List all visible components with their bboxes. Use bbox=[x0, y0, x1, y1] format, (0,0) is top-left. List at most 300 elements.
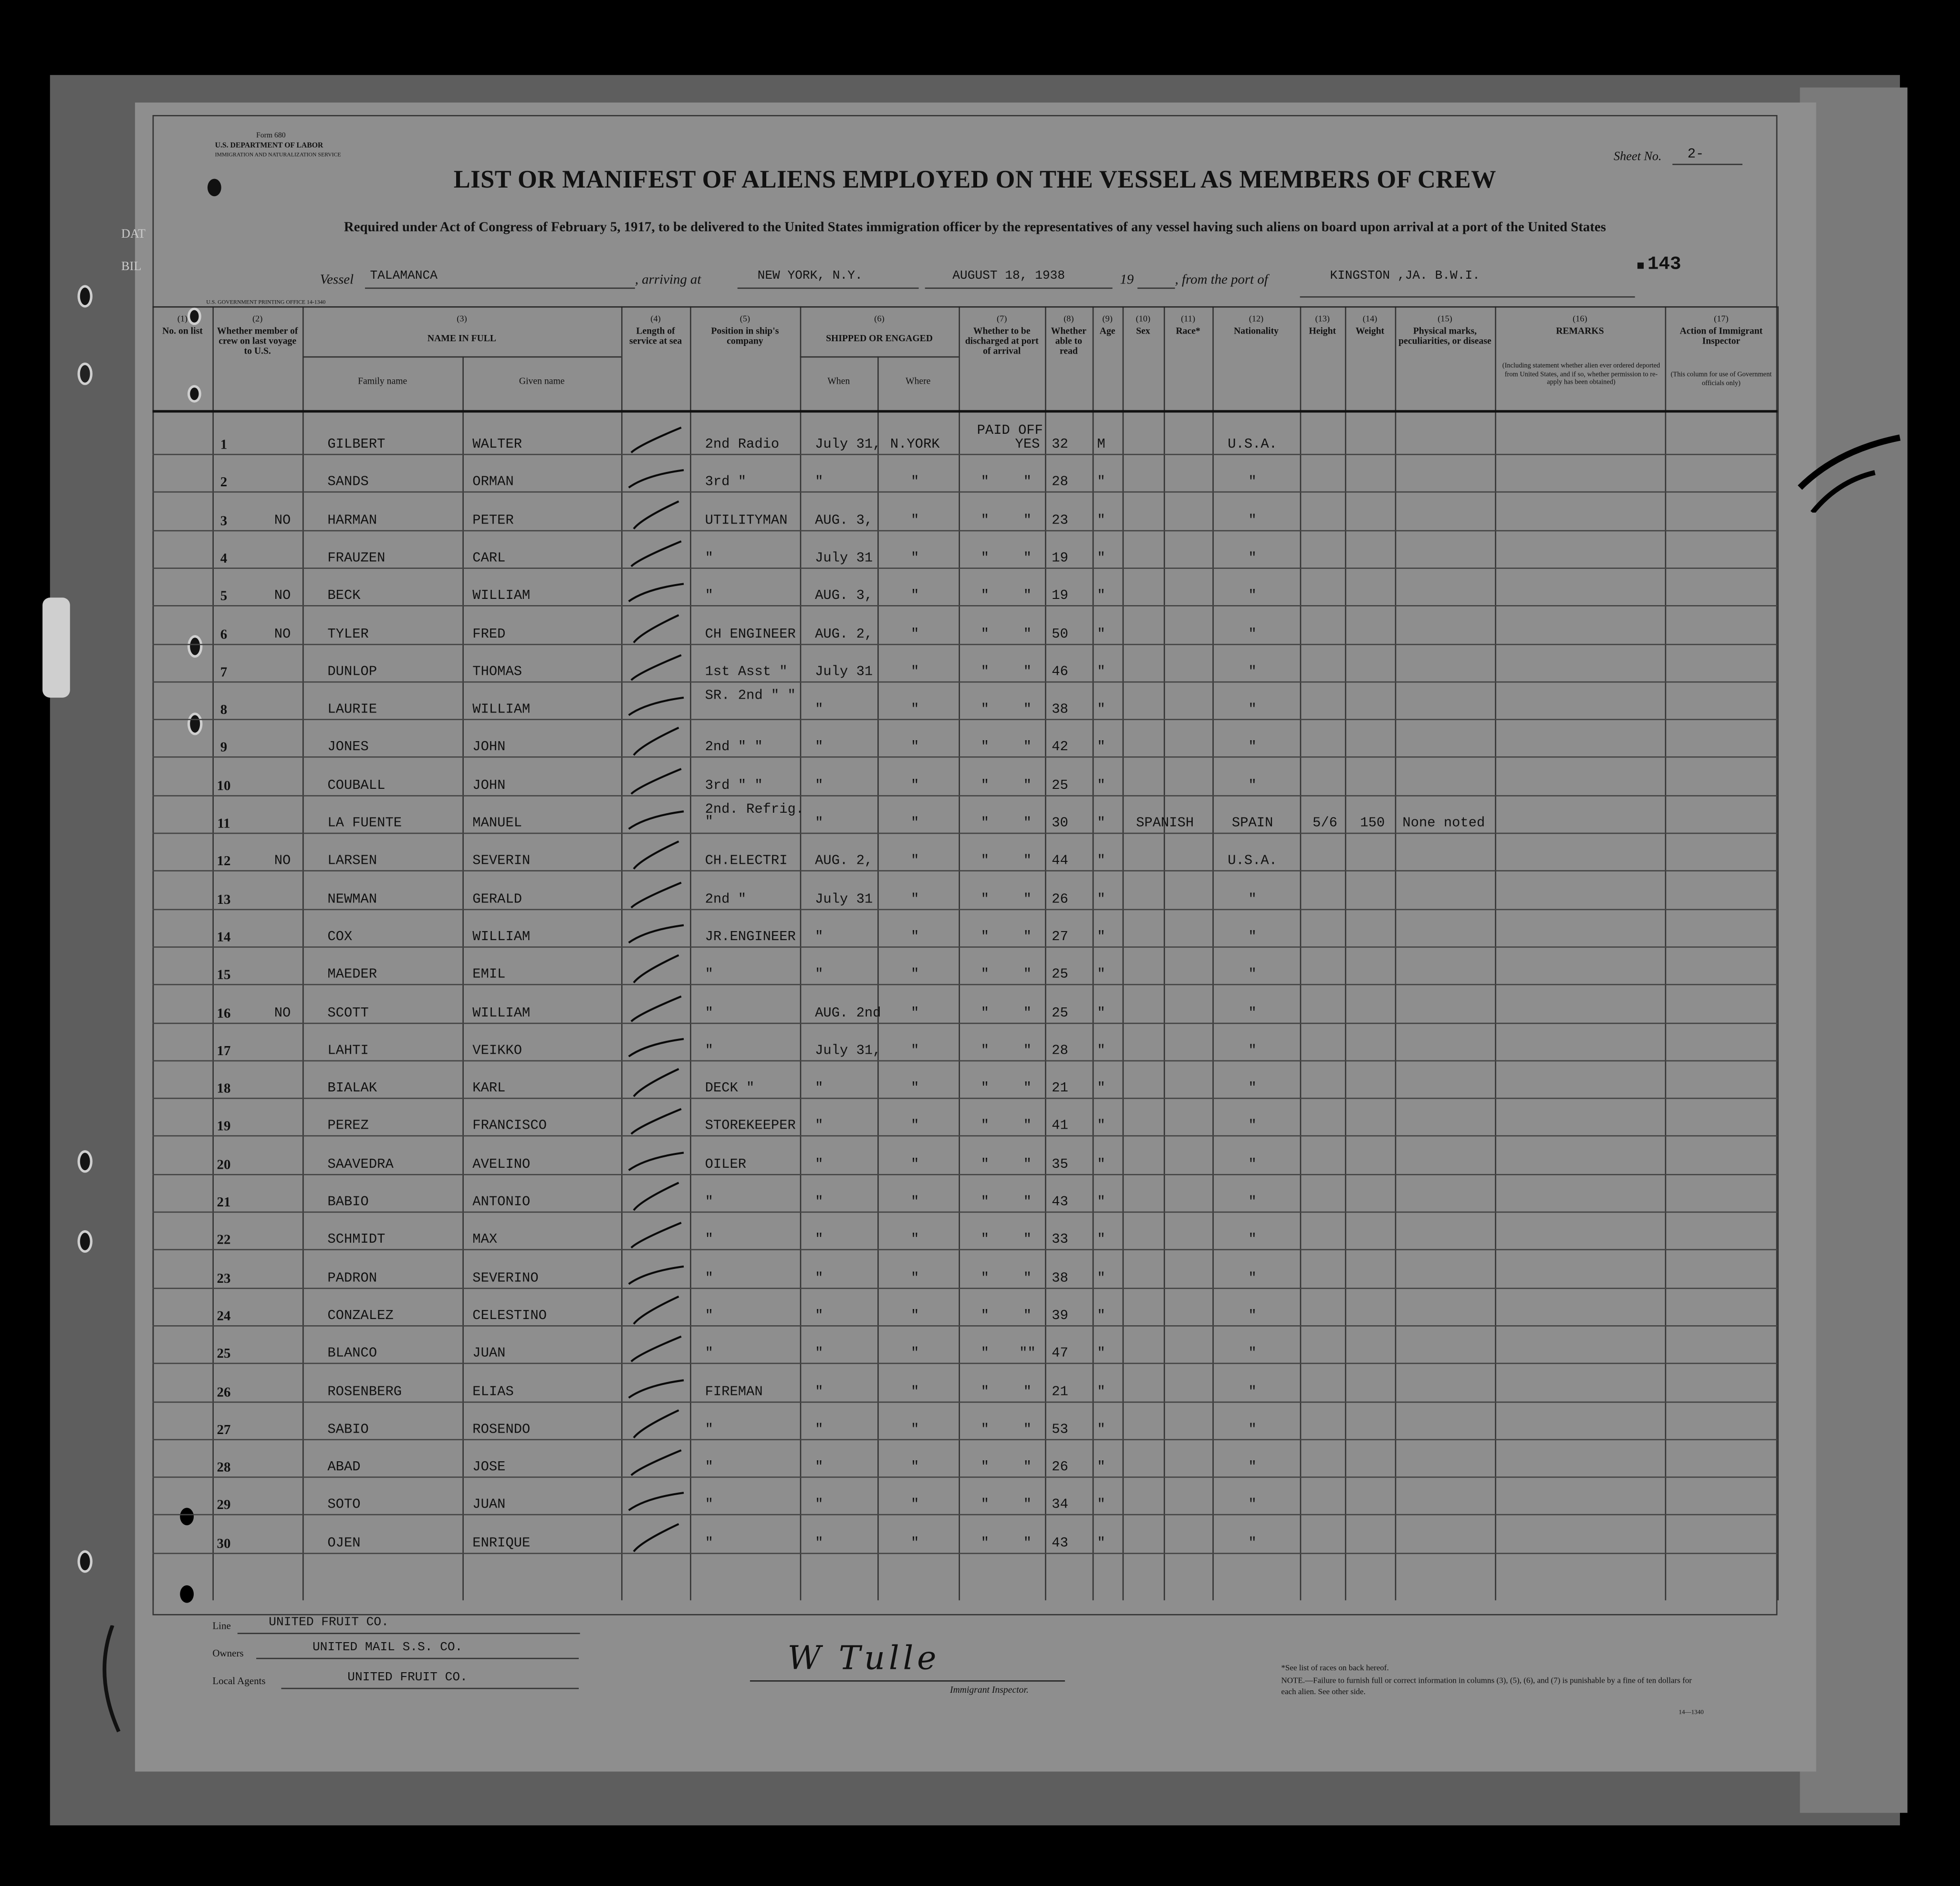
position-cell: " bbox=[705, 1347, 713, 1362]
remarks-note: (Including statement whether alien ever ordered deported from United States, and if so, whether permission to re-apply has been obtained) bbox=[1502, 362, 1660, 387]
inspector-signature: W Tulle bbox=[787, 1640, 940, 1678]
discharged-cell: " bbox=[980, 892, 990, 907]
header-bottom-rule bbox=[153, 410, 1778, 412]
service-length-stroke bbox=[621, 1102, 691, 1140]
family-name-cell: LA FUENTE bbox=[327, 816, 402, 832]
column-number: (17) bbox=[1714, 314, 1729, 324]
given-name-cell: WILLIAM bbox=[472, 930, 531, 945]
sex-cell: " bbox=[1097, 1119, 1105, 1135]
position-cell: " bbox=[705, 1536, 713, 1551]
where-cell: " bbox=[911, 1460, 919, 1476]
service-length-stroke bbox=[621, 1064, 691, 1102]
row-number: 9 bbox=[220, 740, 228, 756]
owners-label: Owners bbox=[212, 1647, 244, 1659]
discharged-cell: " bbox=[980, 1384, 990, 1400]
where-cell: " bbox=[911, 930, 919, 945]
given-name-cell: MAX bbox=[472, 1233, 498, 1248]
sex-cell: " bbox=[1097, 930, 1105, 945]
nationality-cell: " bbox=[1248, 702, 1257, 718]
family-name-cell: PEREZ bbox=[327, 1119, 369, 1135]
inspector-label: Immigrant Inspector. bbox=[950, 1684, 1029, 1696]
family-name-cell: PADRON bbox=[327, 1271, 377, 1286]
age-cell: 19 bbox=[1052, 589, 1068, 604]
row-rule bbox=[153, 492, 1778, 493]
vessel-label: Vessel bbox=[320, 272, 354, 288]
read-cell: " bbox=[1023, 1119, 1032, 1135]
row-number: 19 bbox=[217, 1119, 231, 1135]
family-name-cell: CONZALEZ bbox=[327, 1309, 394, 1324]
service-length-stroke bbox=[621, 1481, 691, 1519]
service-length-stroke bbox=[621, 1329, 691, 1367]
family-name-cell: BIALAK bbox=[327, 1081, 377, 1097]
service-length-stroke bbox=[621, 1405, 691, 1443]
sheet-underline bbox=[1672, 164, 1742, 165]
discharged-cell: " bbox=[980, 1271, 990, 1286]
when-cell: AUG. 3, bbox=[815, 589, 873, 604]
position-cell: JR.ENGINEER bbox=[705, 930, 796, 945]
given-name-cell: KARL bbox=[472, 1081, 506, 1097]
family-name-cell: SANDS bbox=[327, 475, 369, 491]
position-cell: " bbox=[705, 968, 713, 983]
service-length-stroke bbox=[621, 1367, 691, 1405]
discharged-cell: " bbox=[980, 1460, 990, 1476]
service-length-stroke bbox=[621, 648, 691, 685]
family-name-cell: SCHMIDT bbox=[327, 1233, 386, 1248]
discharged-cell: " bbox=[980, 1006, 990, 1021]
header-subrule bbox=[302, 356, 621, 358]
position-cell: 2nd Radio bbox=[705, 437, 780, 453]
where-cell: " bbox=[911, 1422, 919, 1438]
family-name-cell: TYLER bbox=[327, 627, 369, 642]
row-number: 14 bbox=[217, 930, 231, 945]
column-number: (8) bbox=[1063, 314, 1074, 324]
position-cell: CH ENGINEER bbox=[705, 627, 796, 642]
sex-cell: " bbox=[1097, 816, 1105, 832]
discharged-cell: " bbox=[980, 589, 990, 604]
action-note: (This column for use of Government officials only) bbox=[1670, 371, 1772, 387]
sex-cell: " bbox=[1097, 778, 1105, 794]
discharged-cell: PAID OFF bbox=[977, 424, 1043, 439]
sex-cell: " bbox=[1097, 627, 1105, 642]
given-name-cell: ROSENDO bbox=[472, 1422, 531, 1438]
position-cell: STOREKEEPER bbox=[705, 1119, 796, 1135]
service-length-stroke bbox=[621, 1443, 691, 1480]
margin-label-bill: BIL bbox=[121, 260, 142, 274]
where-cell: N.YORK bbox=[890, 437, 940, 453]
when-cell: " bbox=[815, 1271, 824, 1286]
position-cell: " bbox=[705, 1460, 713, 1476]
family-name-cell: BABIO bbox=[327, 1195, 369, 1210]
service-label: IMMIGRATION AND NATURALIZATION SERVICE bbox=[215, 151, 341, 158]
family-name-cell: ABAD bbox=[327, 1460, 361, 1476]
punch-hole bbox=[77, 285, 92, 307]
sex-cell: " bbox=[1097, 1271, 1105, 1286]
from-port-label: , from the port of bbox=[1175, 272, 1268, 288]
sex-cell: " bbox=[1097, 892, 1105, 907]
column-header: Length of service at sea bbox=[629, 325, 682, 346]
when-cell: " bbox=[815, 1460, 824, 1476]
where-cell: " bbox=[911, 1119, 919, 1135]
service-length-stroke bbox=[621, 1291, 691, 1329]
nationality-cell: " bbox=[1248, 778, 1257, 794]
given-name-cell: JOHN bbox=[472, 740, 506, 756]
age-cell: 21 bbox=[1052, 1384, 1068, 1400]
row-number: 10 bbox=[217, 778, 231, 794]
arriving-underline bbox=[738, 288, 919, 289]
row-rule bbox=[153, 1325, 1778, 1327]
family-name-cell: FRAUZEN bbox=[327, 551, 386, 566]
given-name-cell: WILLIAM bbox=[472, 1006, 531, 1021]
when-cell: AUG. 2nd bbox=[815, 1006, 881, 1021]
sex-cell: " bbox=[1097, 1422, 1105, 1438]
year-underline bbox=[1137, 288, 1175, 289]
family-name-cell: COUBALL bbox=[327, 778, 386, 794]
sex-cell: " bbox=[1097, 968, 1105, 983]
weight-cell: 150 bbox=[1360, 816, 1385, 832]
where-cell: " bbox=[911, 589, 919, 604]
age-cell: 30 bbox=[1052, 816, 1068, 832]
torn-paper-tab bbox=[42, 597, 70, 698]
row-rule bbox=[153, 909, 1778, 910]
service-length-stroke bbox=[621, 609, 691, 647]
last-voyage-cell: NO bbox=[274, 854, 291, 870]
sex-cell: " bbox=[1097, 551, 1105, 566]
column-number: (13) bbox=[1315, 314, 1330, 324]
position-cell: " bbox=[705, 589, 713, 604]
family-name-cell: ROSENBERG bbox=[327, 1384, 402, 1400]
position-cell: " bbox=[705, 1233, 713, 1248]
agents-underline bbox=[281, 1688, 579, 1689]
service-length-stroke bbox=[621, 837, 691, 874]
read-cell: " bbox=[1023, 551, 1032, 566]
nationality-cell: SPAIN bbox=[1231, 816, 1273, 832]
row-rule bbox=[153, 1212, 1778, 1213]
header-top-rule bbox=[153, 306, 1778, 308]
family-name-cell: MAEDER bbox=[327, 968, 377, 983]
row-rule bbox=[153, 1022, 1778, 1024]
position-cell: 3rd " bbox=[705, 475, 747, 491]
when-cell: " bbox=[815, 1422, 824, 1438]
service-length-stroke bbox=[621, 458, 691, 496]
row-number: 4 bbox=[220, 551, 228, 566]
discharged-cell: " bbox=[980, 930, 990, 945]
discharged-cell: " bbox=[980, 1536, 990, 1551]
discharged-cell: " bbox=[980, 1347, 990, 1362]
sex-cell: " bbox=[1097, 1157, 1105, 1173]
nationality-cell: " bbox=[1248, 1460, 1257, 1476]
where-cell: " bbox=[911, 702, 919, 718]
punch-hole bbox=[77, 1150, 92, 1173]
column-number: (3) bbox=[457, 314, 467, 324]
row-number: 1 bbox=[220, 437, 228, 453]
age-cell: 25 bbox=[1052, 778, 1068, 794]
discharged-cell: " bbox=[980, 1119, 990, 1135]
when-cell: " bbox=[815, 816, 824, 832]
where-cell: " bbox=[911, 778, 919, 794]
row-rule bbox=[153, 1477, 1778, 1478]
position-cell: UTILITYMAN bbox=[705, 513, 788, 529]
when-cell: AUG. 2, bbox=[815, 854, 873, 870]
column-number: (14) bbox=[1362, 314, 1377, 324]
column-header: Age bbox=[1099, 325, 1116, 336]
stamp-mark bbox=[1637, 262, 1644, 269]
arrival-date: AUGUST 18, 1938 bbox=[952, 270, 1065, 284]
nationality-cell: " bbox=[1248, 1536, 1257, 1551]
age-cell: 46 bbox=[1052, 665, 1068, 680]
given-name-cell: WALTER bbox=[472, 437, 522, 453]
header-subrule bbox=[800, 356, 959, 358]
row-rule bbox=[153, 1515, 1778, 1516]
line-value: UNITED FRUIT CO. bbox=[269, 1616, 389, 1631]
discharged-cell: " bbox=[980, 1498, 990, 1513]
position-cell: OILER bbox=[705, 1157, 747, 1173]
family-name-cell: LAURIE bbox=[327, 702, 377, 718]
discharged-cell: " bbox=[980, 1044, 990, 1059]
service-length-stroke bbox=[621, 912, 691, 950]
nationality-cell: " bbox=[1248, 1006, 1257, 1021]
nationality-cell: " bbox=[1248, 589, 1257, 604]
where-cell: " bbox=[911, 475, 919, 491]
sex-cell: " bbox=[1097, 1384, 1105, 1400]
column-header: Nationality bbox=[1233, 325, 1279, 336]
position-cell: " bbox=[705, 1044, 713, 1059]
line-label: Line bbox=[212, 1620, 231, 1632]
age-cell: 50 bbox=[1052, 627, 1068, 642]
when-cell: " bbox=[815, 1119, 824, 1135]
age-cell: 25 bbox=[1052, 968, 1068, 983]
where-cell: " bbox=[911, 1347, 919, 1362]
family-name-cell: SOTO bbox=[327, 1498, 361, 1513]
when-cell: July 31 bbox=[815, 665, 873, 680]
row-rule bbox=[153, 1249, 1778, 1251]
given-name-cell: ANTONIO bbox=[472, 1195, 531, 1210]
sex-cell: " bbox=[1097, 1044, 1105, 1059]
when-cell: AUG. 2, bbox=[815, 627, 873, 642]
age-cell: 26 bbox=[1052, 1460, 1068, 1476]
row-number: 30 bbox=[217, 1536, 231, 1551]
column-header: No. on list bbox=[162, 325, 203, 336]
discharged-cell: " bbox=[980, 627, 990, 642]
service-length-stroke bbox=[621, 951, 691, 988]
age-cell: 28 bbox=[1052, 1044, 1068, 1059]
when-cell: " bbox=[815, 1157, 824, 1173]
nationality-cell: " bbox=[1248, 968, 1257, 983]
nationality-cell: " bbox=[1248, 1195, 1257, 1210]
nationality-cell: " bbox=[1248, 513, 1257, 529]
nationality-cell: " bbox=[1248, 1119, 1257, 1135]
service-length-stroke bbox=[621, 572, 691, 609]
row-number: 3 bbox=[220, 513, 228, 529]
column-header: Whether able to read bbox=[1051, 325, 1087, 356]
nationality-cell: " bbox=[1248, 665, 1257, 680]
position-cell: 1st Asst " bbox=[705, 665, 788, 680]
discharged-cell: " bbox=[980, 1422, 990, 1438]
page-title: LIST OR MANIFEST OF ALIENS EMPLOYED ON THE VESSEL AS MEMBERS OF CREW bbox=[453, 166, 1497, 194]
row-rule bbox=[153, 719, 1778, 721]
column-header: Action of Immigrant Inspector bbox=[1679, 325, 1763, 346]
where-cell: " bbox=[911, 892, 919, 907]
sex-cell: M bbox=[1097, 437, 1105, 453]
column-number: (12) bbox=[1249, 314, 1264, 324]
given-name-cell: ORMAN bbox=[472, 475, 514, 491]
row-rule bbox=[153, 946, 1778, 948]
family-name-cell: GILBERT bbox=[327, 437, 386, 453]
age-cell: 33 bbox=[1052, 1233, 1068, 1248]
column-number: (4) bbox=[650, 314, 661, 324]
owners-underline bbox=[256, 1658, 579, 1659]
nationality-cell: " bbox=[1248, 1044, 1257, 1059]
stamp-number: 143 bbox=[1647, 253, 1681, 275]
discharged-cell: " bbox=[980, 513, 990, 529]
given-name-cell: SEVERIN bbox=[472, 854, 531, 870]
sex-cell: " bbox=[1097, 740, 1105, 756]
where-cell: " bbox=[911, 665, 919, 680]
from-port-underline bbox=[1300, 296, 1635, 298]
marks-cell: None noted bbox=[1402, 816, 1485, 832]
last-voyage-cell: NO bbox=[274, 1006, 291, 1021]
family-name-cell: SAAVEDRA bbox=[327, 1157, 394, 1173]
column-number: (1) bbox=[177, 314, 188, 324]
column-divider bbox=[1777, 306, 1779, 1600]
column-number: (10) bbox=[1136, 314, 1151, 324]
binding-string bbox=[87, 1625, 137, 1738]
row-rule bbox=[153, 870, 1778, 872]
where-cell: " bbox=[911, 1006, 919, 1021]
sex-cell: " bbox=[1097, 1006, 1105, 1021]
where-cell: " bbox=[911, 1498, 919, 1513]
where-cell: " bbox=[911, 1044, 919, 1059]
row-number: 26 bbox=[217, 1384, 231, 1400]
vessel-underline bbox=[365, 288, 635, 289]
read-cell: " bbox=[1023, 1271, 1032, 1286]
position-cell: 2nd. Refrig. " bbox=[705, 802, 804, 830]
given-name-cell: GERALD bbox=[472, 892, 522, 907]
punch-hole bbox=[77, 1230, 92, 1253]
nationality-cell: " bbox=[1248, 627, 1257, 642]
agents-value: UNITED FRUIT CO. bbox=[347, 1671, 468, 1686]
discharged-cell: " bbox=[980, 740, 990, 756]
year-prefix: 19 bbox=[1120, 272, 1134, 288]
service-length-stroke bbox=[621, 761, 691, 799]
age-cell: 21 bbox=[1052, 1081, 1068, 1097]
discharged-cell: " bbox=[980, 1157, 990, 1173]
sex-cell: " bbox=[1097, 475, 1105, 491]
given-name-cell: ENRIQUE bbox=[472, 1536, 531, 1551]
when-header: When bbox=[827, 375, 850, 387]
arriving-port: NEW YORK, N.Y. bbox=[757, 270, 863, 284]
family-name-header: Family name bbox=[358, 375, 407, 387]
row-rule bbox=[153, 1174, 1778, 1175]
nationality-cell: " bbox=[1248, 1233, 1257, 1248]
row-number: 21 bbox=[217, 1195, 231, 1210]
column-header: SHIPPED OR ENGAGED bbox=[826, 332, 933, 344]
sex-cell: " bbox=[1097, 1195, 1105, 1210]
from-port: KINGSTON ,JA. B.W.I. bbox=[1330, 270, 1480, 284]
punch-hole bbox=[77, 363, 92, 385]
nationality-cell: " bbox=[1248, 1309, 1257, 1324]
when-cell: " bbox=[815, 1347, 824, 1362]
where-cell: " bbox=[911, 513, 919, 529]
read-cell: " bbox=[1023, 1044, 1032, 1059]
discharged-cell: " bbox=[980, 1233, 990, 1248]
given-name-cell: JOHN bbox=[472, 778, 506, 794]
form-number: Form 680 bbox=[256, 132, 286, 140]
nationality-cell: " bbox=[1248, 475, 1257, 491]
position-cell: " bbox=[705, 1195, 713, 1210]
family-name-cell: NEWMAN bbox=[327, 892, 377, 907]
read-cell: " bbox=[1023, 778, 1032, 794]
given-name-cell: AVELINO bbox=[472, 1157, 531, 1173]
row-number: 11 bbox=[217, 816, 230, 832]
service-length-stroke bbox=[621, 1519, 691, 1556]
row-rule bbox=[153, 567, 1778, 569]
when-cell: July 31, bbox=[815, 1044, 881, 1059]
sex-cell: " bbox=[1097, 854, 1105, 870]
given-name-header: Given name bbox=[519, 375, 565, 387]
read-cell: " bbox=[1023, 968, 1032, 983]
given-name-cell: THOMAS bbox=[472, 665, 522, 680]
sex-cell: " bbox=[1097, 1233, 1105, 1248]
age-cell: 28 bbox=[1052, 475, 1068, 491]
read-cell: " bbox=[1023, 475, 1032, 491]
row-rule bbox=[153, 1552, 1778, 1554]
where-cell: " bbox=[911, 854, 919, 870]
when-cell: " bbox=[815, 1498, 824, 1513]
when-cell: " bbox=[815, 1384, 824, 1400]
agents-label: Local Agents bbox=[212, 1675, 266, 1687]
family-name-cell: JONES bbox=[327, 740, 369, 756]
column-header: Whether to be discharged at port of arrival bbox=[965, 325, 1039, 356]
nationality-cell: " bbox=[1248, 551, 1257, 566]
discharged-cell: " bbox=[980, 702, 990, 718]
where-cell: " bbox=[911, 1271, 919, 1286]
row-number: 5 bbox=[220, 589, 228, 604]
where-cell: " bbox=[911, 816, 919, 832]
pen-stroke-mark bbox=[1787, 413, 1925, 513]
family-name-cell: BLANCO bbox=[327, 1347, 377, 1362]
printer-line: U.S. GOVERNMENT PRINTING OFFICE 14-1340 bbox=[206, 299, 326, 305]
read-cell: " bbox=[1023, 1309, 1032, 1324]
read-cell: " bbox=[1023, 816, 1032, 832]
age-cell: 47 bbox=[1052, 1347, 1068, 1362]
crew-table bbox=[153, 306, 1778, 1600]
column-header: Position in ship's company bbox=[711, 325, 779, 346]
row-rule bbox=[153, 605, 1778, 607]
where-cell: " bbox=[911, 1536, 919, 1551]
fine-note: NOTE.—Failure to furnish full or correct information in columns (3), (5), (6), and (7) is punishable by a fine of ten dollars for each alien. See other side. bbox=[1281, 1676, 1692, 1697]
row-rule bbox=[153, 795, 1778, 796]
read-cell: " bbox=[1023, 892, 1032, 907]
row-rule bbox=[153, 757, 1778, 758]
service-length-stroke bbox=[621, 988, 691, 1026]
family-name-cell: COX bbox=[327, 930, 353, 945]
row-number: 8 bbox=[220, 702, 228, 718]
position-cell: SR. 2nd " " bbox=[705, 689, 796, 704]
discharged-cell: " bbox=[980, 816, 990, 832]
where-cell: " bbox=[911, 1081, 919, 1097]
read-cell: " bbox=[1023, 513, 1032, 529]
nationality-cell: " bbox=[1248, 1347, 1257, 1362]
family-name-cell: SABIO bbox=[327, 1422, 369, 1438]
last-voyage-cell: NO bbox=[274, 589, 291, 604]
age-cell: 26 bbox=[1052, 892, 1068, 907]
read-cell: " bbox=[1023, 702, 1032, 718]
service-length-stroke bbox=[621, 875, 691, 912]
nationality-cell: " bbox=[1248, 892, 1257, 907]
read-cell: "" bbox=[1019, 1347, 1036, 1362]
service-length-stroke bbox=[621, 685, 691, 723]
sex-cell: " bbox=[1097, 1347, 1105, 1362]
